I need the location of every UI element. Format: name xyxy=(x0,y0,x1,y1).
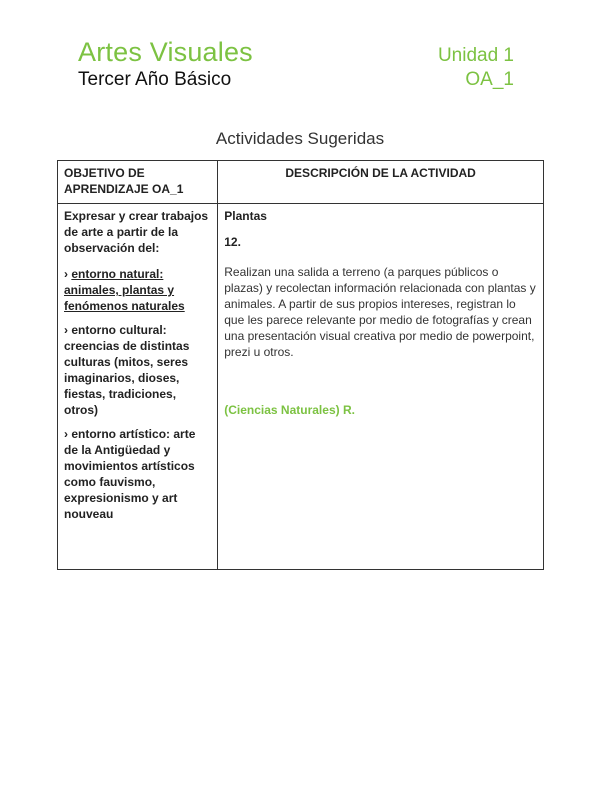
grade-subtitle: Tercer Año Básico xyxy=(78,69,232,90)
bullet-text-natural: entorno natural: animales, plantas y fenómenos naturales xyxy=(64,267,185,313)
objective-bullet-cultural xyxy=(64,322,211,418)
bullet-text-cultural: entorno cultural: creencias de distintas culturas (mitos, seres imaginarios, dioses, fiestas, tradiciones, otros) xyxy=(64,323,190,417)
bullet-marker: › xyxy=(64,427,72,441)
unit-label: Unidad 1 xyxy=(437,45,514,66)
header-objective: OBJETIVO DE APRENDIZAJE OA_1 xyxy=(58,161,218,204)
activity-reference: (Ciencias Naturales) R. xyxy=(224,403,355,417)
activity-table xyxy=(57,160,544,570)
activity-description: Realizan una salida a terreno (a parques públicos o plazas) y recolectan información relacionada con plantas y animales. A partir de sus propios intereses, registran lo que les parece relevante por medio de fotografías y crean una presentación visual creativa por medio de powerpoint, prezi u otros. xyxy=(224,265,536,359)
table-header-row xyxy=(58,161,544,204)
objective-bullet-artistic xyxy=(64,426,211,522)
oa-label: OA_1 xyxy=(465,69,514,90)
bullet-marker: › xyxy=(64,267,72,281)
bullet-text-artistic: entorno artístico: arte de la Antigüedad y movimientos artísticos como fauvismo, expresionismo y art nouveau xyxy=(64,427,196,521)
subject-title: Artes Visuales xyxy=(78,37,253,67)
document-header xyxy=(78,36,514,96)
activity-cell xyxy=(218,204,544,570)
objective-cell xyxy=(58,204,218,570)
header-description: DESCRIPCIÓN DE LA ACTIVIDAD xyxy=(218,161,544,204)
section-title: Actividades Sugeridas xyxy=(215,129,385,148)
table-row xyxy=(58,204,544,570)
bullet-marker: › xyxy=(64,323,72,337)
activity-number: 12. xyxy=(224,235,241,249)
activity-topic: Plantas xyxy=(224,209,267,223)
objective-lead: Expresar y crear trabajos de arte a partir de la observación del: xyxy=(64,209,209,255)
objective-bullet-natural xyxy=(64,266,211,314)
